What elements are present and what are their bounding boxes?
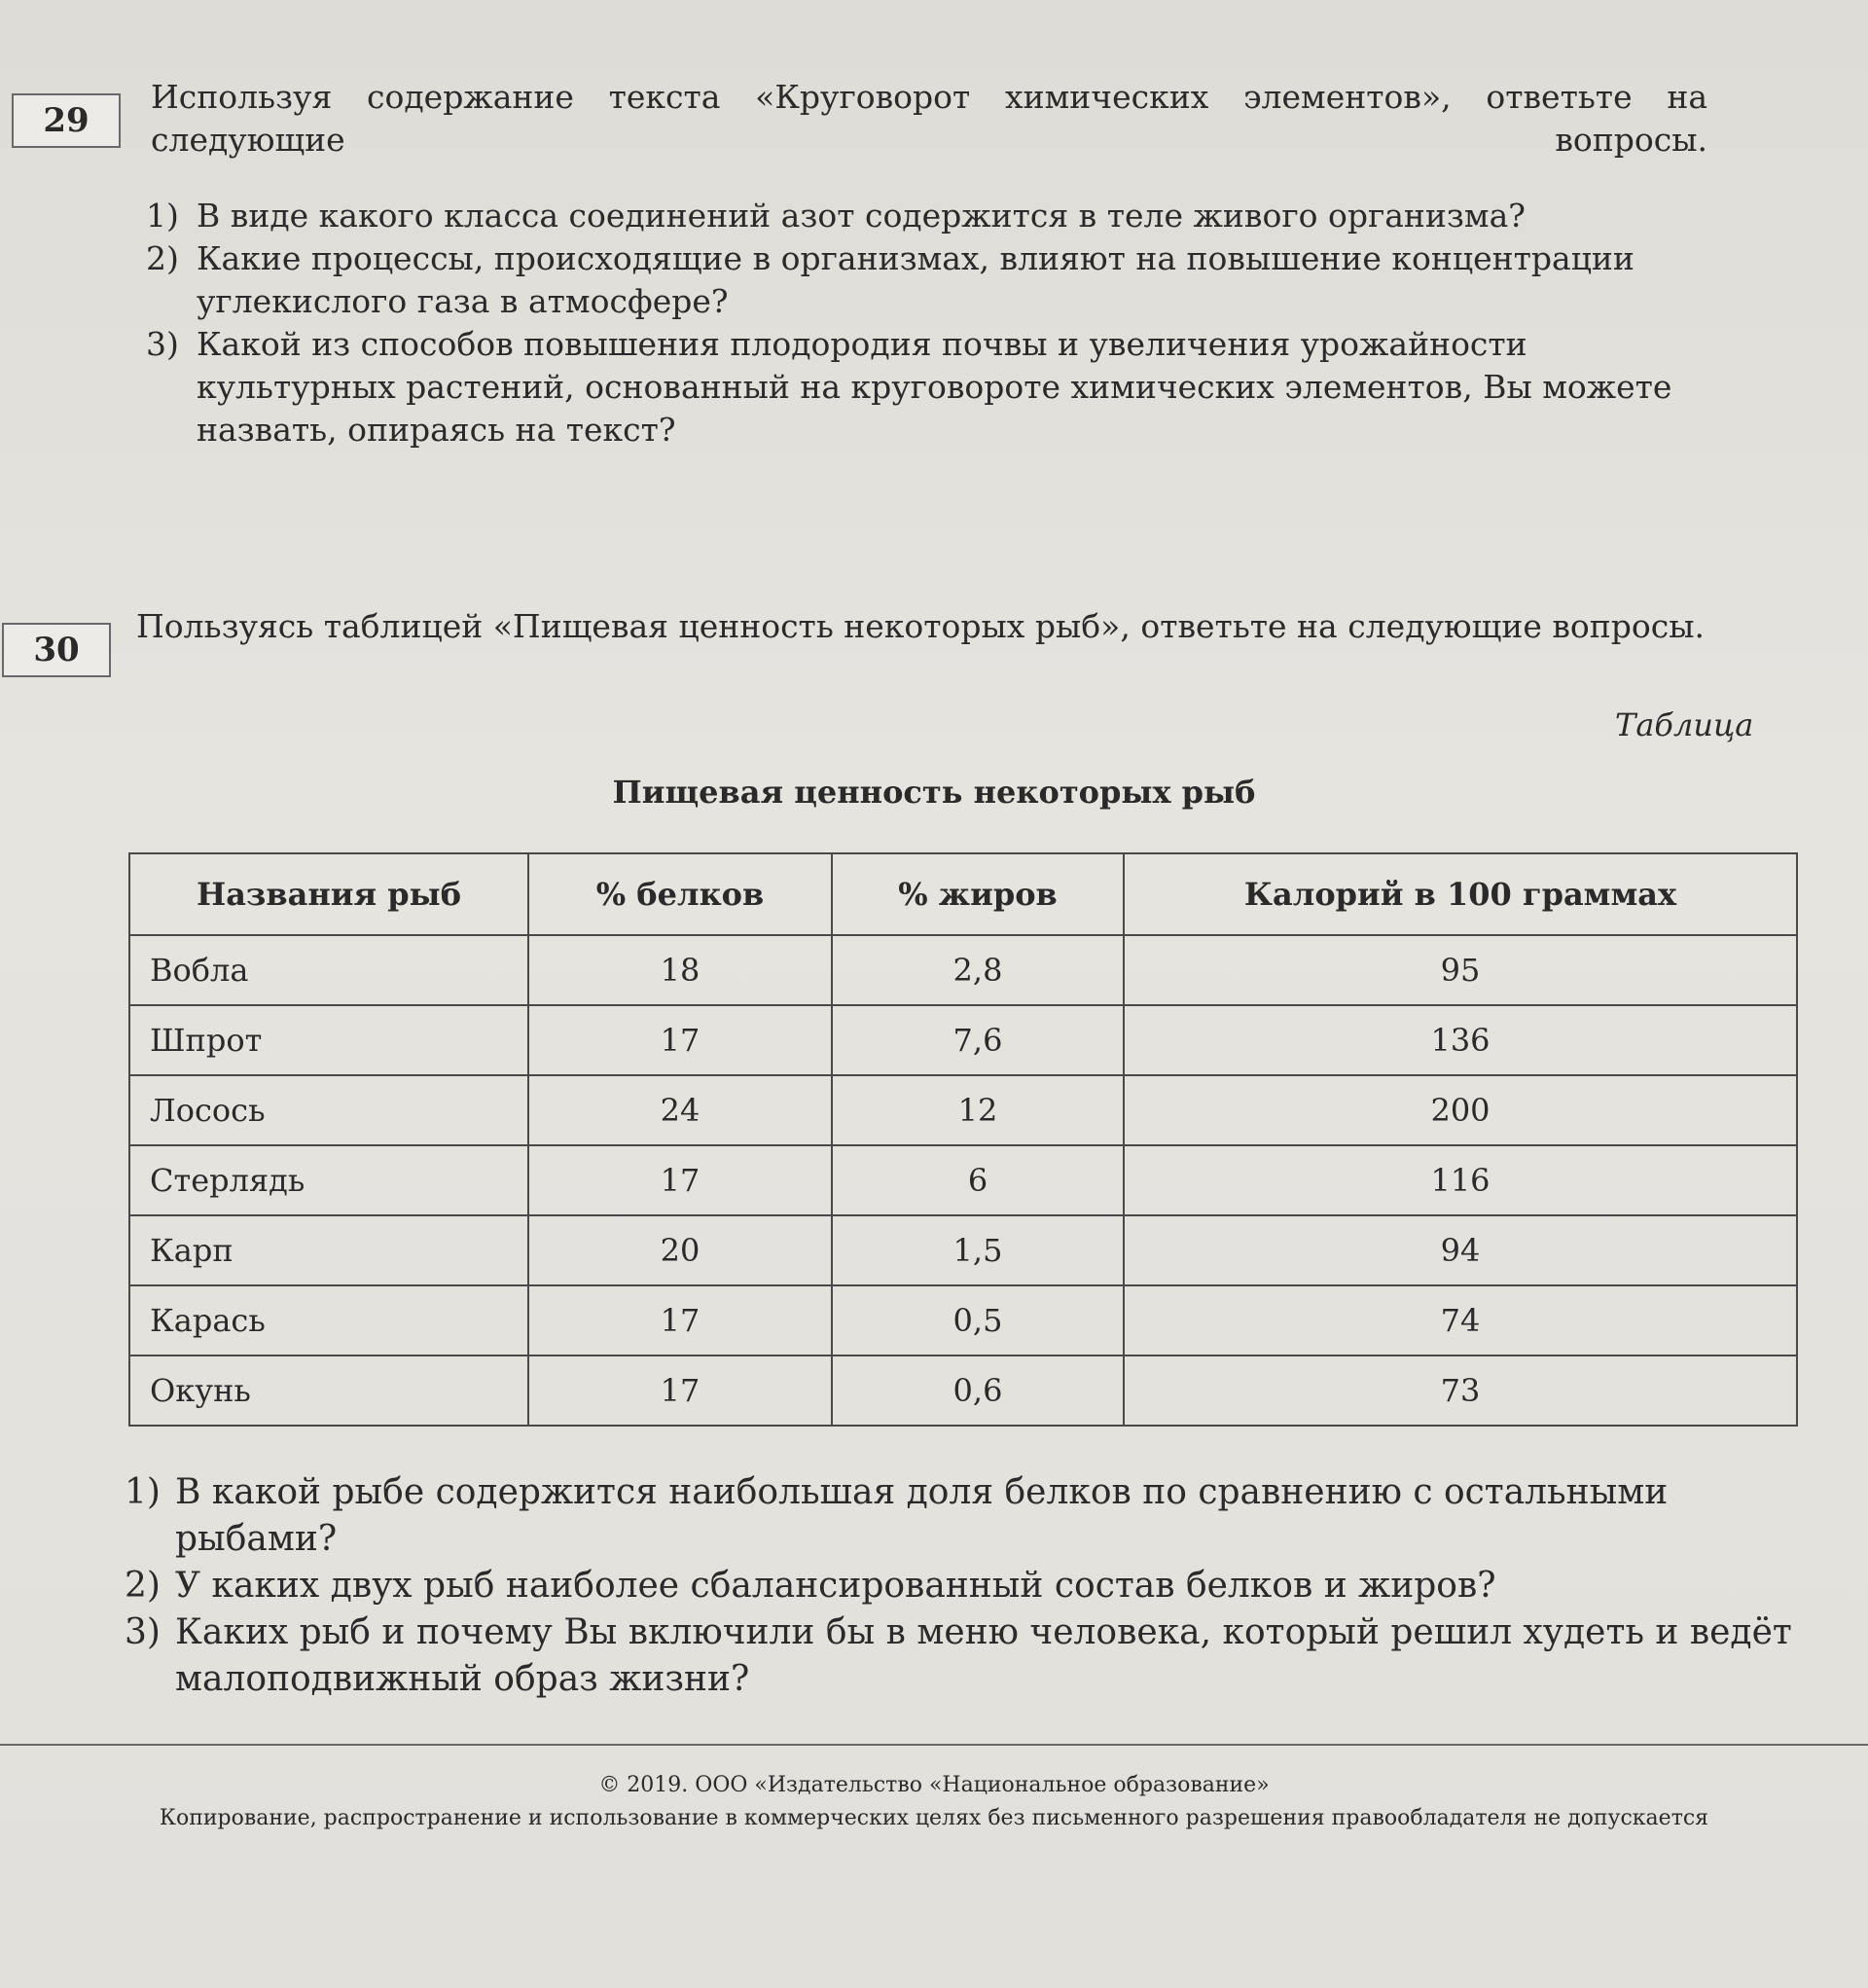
question-30-item <box>125 1563 1817 1609</box>
item-number: 1) <box>125 1472 161 1512</box>
cell-protein: 20 <box>528 1215 832 1285</box>
footer-notice: Копирование, распространение и использование в коммерческих целях без письменного разрешения правообладателя не допускается <box>159 1806 1709 1830</box>
item-text: Какой из способов повышения плодородия почвы и увеличения урожайности культурных растений, основанный на круговороте химических элементов, Вы можете назвать, опираясь на текст? <box>197 325 1672 449</box>
item-text: У каких двух рыб наиболее сбалансированный состав белков и жиров? <box>175 1566 1496 1606</box>
table-row <box>129 935 1797 1005</box>
question-30-item <box>125 1469 1817 1563</box>
cell-fat: 0,6 <box>832 1355 1124 1426</box>
table-row <box>129 1145 1797 1215</box>
cell-calories: 200 <box>1124 1075 1797 1145</box>
footer-copyright: © 2019. ООО «Издательство «Национальное образование» <box>598 1773 1270 1797</box>
item-number: 3) <box>146 325 179 363</box>
question-30-list <box>125 1469 1817 1703</box>
cell-protein: 18 <box>528 935 832 1005</box>
cell-fish-name: Шпрот <box>129 1005 528 1075</box>
table-row <box>129 1075 1797 1145</box>
table-row <box>129 1285 1797 1355</box>
table-row <box>129 1215 1797 1285</box>
cell-fat: 12 <box>832 1075 1124 1145</box>
cell-protein: 17 <box>528 1285 832 1355</box>
question-29-item <box>146 195 1732 237</box>
cell-protein: 24 <box>528 1075 832 1145</box>
table-title: Пищевая ценность некоторых рыб <box>612 774 1256 811</box>
question-29-list <box>146 195 1732 452</box>
item-text: В виде какого класса соединений азот содержится в теле живого организма? <box>197 197 1526 235</box>
cell-fish-name: Стерлядь <box>129 1145 528 1215</box>
question-29-item <box>146 323 1732 452</box>
header-fat: % жиров <box>832 853 1124 935</box>
cell-fat: 6 <box>832 1145 1124 1215</box>
item-number: 2) <box>125 1566 161 1606</box>
footer-divider <box>0 1744 1868 1746</box>
table-header-row <box>129 853 1797 935</box>
cell-calories: 116 <box>1124 1145 1797 1215</box>
cell-calories: 94 <box>1124 1215 1797 1285</box>
cell-fish-name: Окунь <box>129 1355 528 1426</box>
cell-fat: 7,6 <box>832 1005 1124 1075</box>
cell-calories: 73 <box>1124 1355 1797 1426</box>
item-text: Каких рыб и почему Вы включили бы в меню человека, который решил худеть и ведёт малоподвижный образ жизни? <box>175 1612 1792 1699</box>
cell-protein: 17 <box>528 1145 832 1215</box>
cell-fish-name: Вобла <box>129 935 528 1005</box>
item-number: 3) <box>125 1612 161 1652</box>
cell-fish-name: Карась <box>129 1285 528 1355</box>
cell-protein: 17 <box>528 1355 832 1426</box>
question-30-item <box>125 1609 1817 1703</box>
cell-protein: 17 <box>528 1005 832 1075</box>
cell-fat: 0,5 <box>832 1285 1124 1355</box>
fish-nutrition-table <box>128 852 1798 1427</box>
question-30-number: 30 <box>2 623 111 677</box>
cell-fish-name: Лосось <box>129 1075 528 1145</box>
question-30-intro: Пользуясь таблицей «Пищевая ценность некоторых рыб», ответьте на следующие вопросы. <box>136 607 1706 645</box>
question-29-number: 29 <box>12 93 121 148</box>
question-29-intro: Используя содержание текста «Круговорот химических элементов», ответьте на следующие вопросы. <box>151 78 1707 159</box>
question-29-item <box>146 237 1732 323</box>
item-number: 2) <box>146 239 179 277</box>
table-label: Таблица <box>1615 706 1754 743</box>
table-row <box>129 1005 1797 1075</box>
item-text: В какой рыбе содержится наибольшая доля белков по сравнению с остальными рыбами? <box>175 1472 1669 1559</box>
cell-fat: 1,5 <box>832 1215 1124 1285</box>
table-row <box>129 1355 1797 1426</box>
header-calories: Калорий в 100 граммах <box>1124 853 1797 935</box>
cell-fish-name: Карп <box>129 1215 528 1285</box>
item-text: Какие процессы, происходящие в организмах, влияют на повышение концентрации углекислого газа в атмосфере? <box>197 239 1634 320</box>
header-fish-name: Названия рыб <box>129 853 528 935</box>
cell-calories: 95 <box>1124 935 1797 1005</box>
item-number: 1) <box>146 197 179 235</box>
cell-calories: 74 <box>1124 1285 1797 1355</box>
header-protein: % белков <box>528 853 832 935</box>
cell-calories: 136 <box>1124 1005 1797 1075</box>
cell-fat: 2,8 <box>832 935 1124 1005</box>
